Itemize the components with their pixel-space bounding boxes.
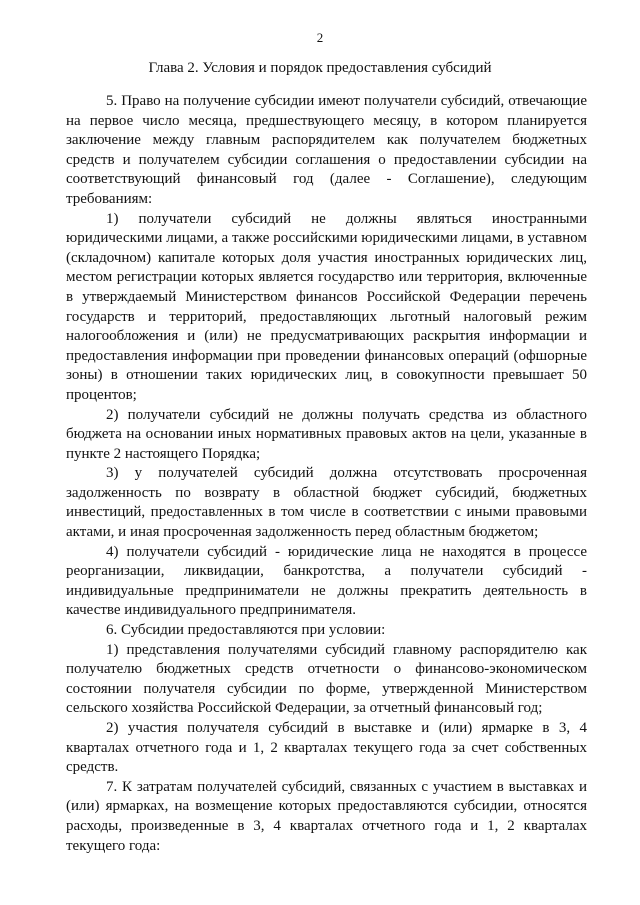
paragraph-5-item-3: 3) у получателей субсидий должна отсутствовать просроченная задолженность по возврату в областной бюджет субсидий, бюджетных инвестиций, предоставленных в том числе в соответствии с иными правовыми актами, и иная просроченная задолженность перед областным бюджетом;	[66, 465, 587, 541]
document-body	[66, 92, 587, 856]
paragraph-6: 6. Субсидии предоставляются при условии:	[106, 622, 386, 639]
paragraph-5: 5. Право на получение субсидии имеют получатели субсидий, отвечающие на первое число месяца, предшествующего месяцу, в котором планируется заключение между главным распорядителем как получателем бюджетных средств и получателем субсидии соглашения о предоставлении субсидии на соответствующий финансовый год (далее - Соглашение), следующим требованиям:	[66, 93, 587, 207]
paragraph-5-item-2: 2) получатели субсидий не должны получать средства из областного бюджета на основании иных нормативных правовых актов на цели, указанные в пункте 2 настоящего Порядка;	[66, 406, 587, 462]
page-number: 2	[316, 30, 324, 45]
paragraph-6-item-1: 1) представления получателями субсидий главному распорядителю как получателю бюджетных средств отчетности о финансово-экономическом состоянии получателя субсидии по форме, утвержденной Министерством сельского хозяйства Российской Федерации, за отчетный финансовый год;	[66, 641, 587, 717]
chapter-title: Глава 2. Условия и порядок предоставления субсидий	[148, 60, 492, 76]
paragraph-7: 7. К затратам получателей субсидий, связанных с участием в выставках и (или) ярмарках, на возмещение которых предоставляются субсидии, относятся расходы, произведенные в 3, 4 кварталах отчетного года и 1, 2 кварталах текущего года:	[66, 778, 587, 854]
paragraph-5-item-4: 4) получатели субсидий - юридические лица не находятся в процессе реорганизации, ликвидации, банкротства, а получатели субсидий - индивидуальные предприниматели не должны прекратить деятельность в качестве индивидуального предпринимателя.	[66, 543, 587, 619]
paragraph-5-item-1: 1) получатели субсидий не должны являться иностранными юридическими лицами, а также российскими юридическими лицами, в уставном (складочном) капитале которых доля участия иностранных юридических лиц, местом регистрации которых является государство или территория, включенные в утверждаемый Министерством финансов Российской Федерации перечень государств и территорий, предоставляющих льготный налоговый режим налогообложения и (или) не предусматривающих раскрытия информации и предоставления информации при проведении финансовых операций (офшорные зоны) в отношении таких юридических лиц, в совокупности превышает 50 процентов;	[66, 210, 587, 403]
paragraph-6-item-2: 2) участия получателя субсидий в выставке и (или) ярмарке в 3, 4 кварталах отчетного года и 1, 2 кварталах текущего года за счет собственных средств.	[66, 720, 587, 776]
